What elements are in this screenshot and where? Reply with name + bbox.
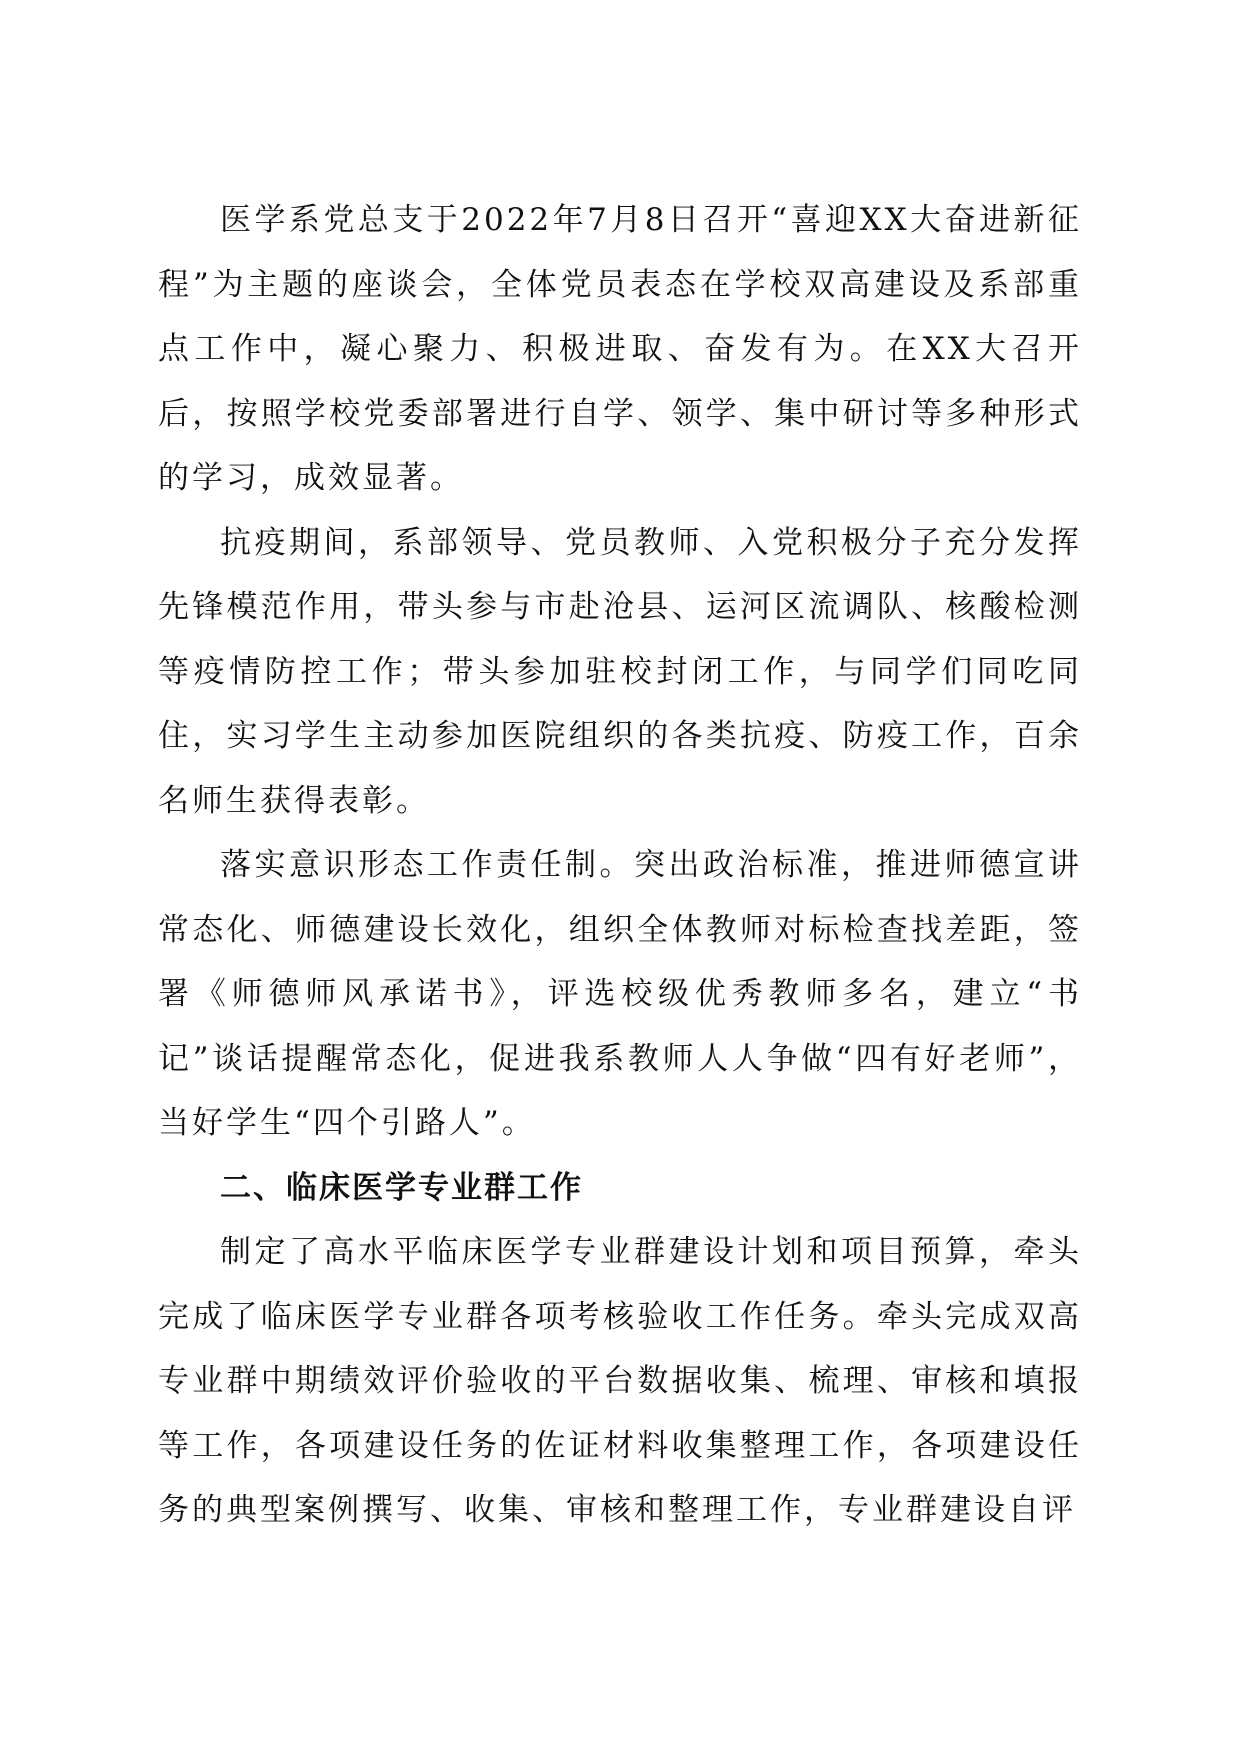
paragraph-clinical-medicine: 制定了高水平临床医学专业群建设计划和项目预算，牵头完成了临床医学专业群各项考核验收工作任务。牵头完成双高专业群中期绩效评价验收的平台数据收集、梳理、审核和填报等工作，各项建设任务的佐证材料收集整理工作，各项建设任务的典型案例撰写、收集、审核和整理工作，专业群建设自评 (158, 1234, 1082, 1528)
paragraph-epidemic-work: 抗疫期间，系部领导、党员教师、入党积极分子充分发挥先锋模范作用，带头参与市赴沧县、运河区流调队、核酸检测等疫情防控工作；带头参加驻校封闭工作，与同学们同吃同住，实习学生主动参加医院组织的各类抗疫、防疫工作，百余名师生获得表彰。 (158, 524, 1082, 819)
paragraph-party-meeting: 医学系党总支于2022年7月8日召开“喜迎XX大奋进新征程”为主题的座谈会，全体党员表态在学校双高建设及系部重点工作中，凝心聚力、积极进取、奋发有为。在XX大召开后，按照学校党委部署进行自学、领学、集中研讨等多种形式的学习，成效显著。 (158, 202, 1082, 496)
document-page (158, 188, 1082, 1543)
section-heading: 二、临床医学专业群工作 (220, 1169, 583, 1206)
paragraph-ideology-responsibility: 落实意识形态工作责任制。突出政治标准，推进师德宣讲常态化、师德建设长效化，组织全体教师对标检查找差距，签署《师德师风承诺书》，评选校级优秀教师多名，建立“书记”谈话提醒常态化，促进我系教师人人争做“四有好老师”，当好学生“四个引路人”。 (158, 847, 1082, 1141)
